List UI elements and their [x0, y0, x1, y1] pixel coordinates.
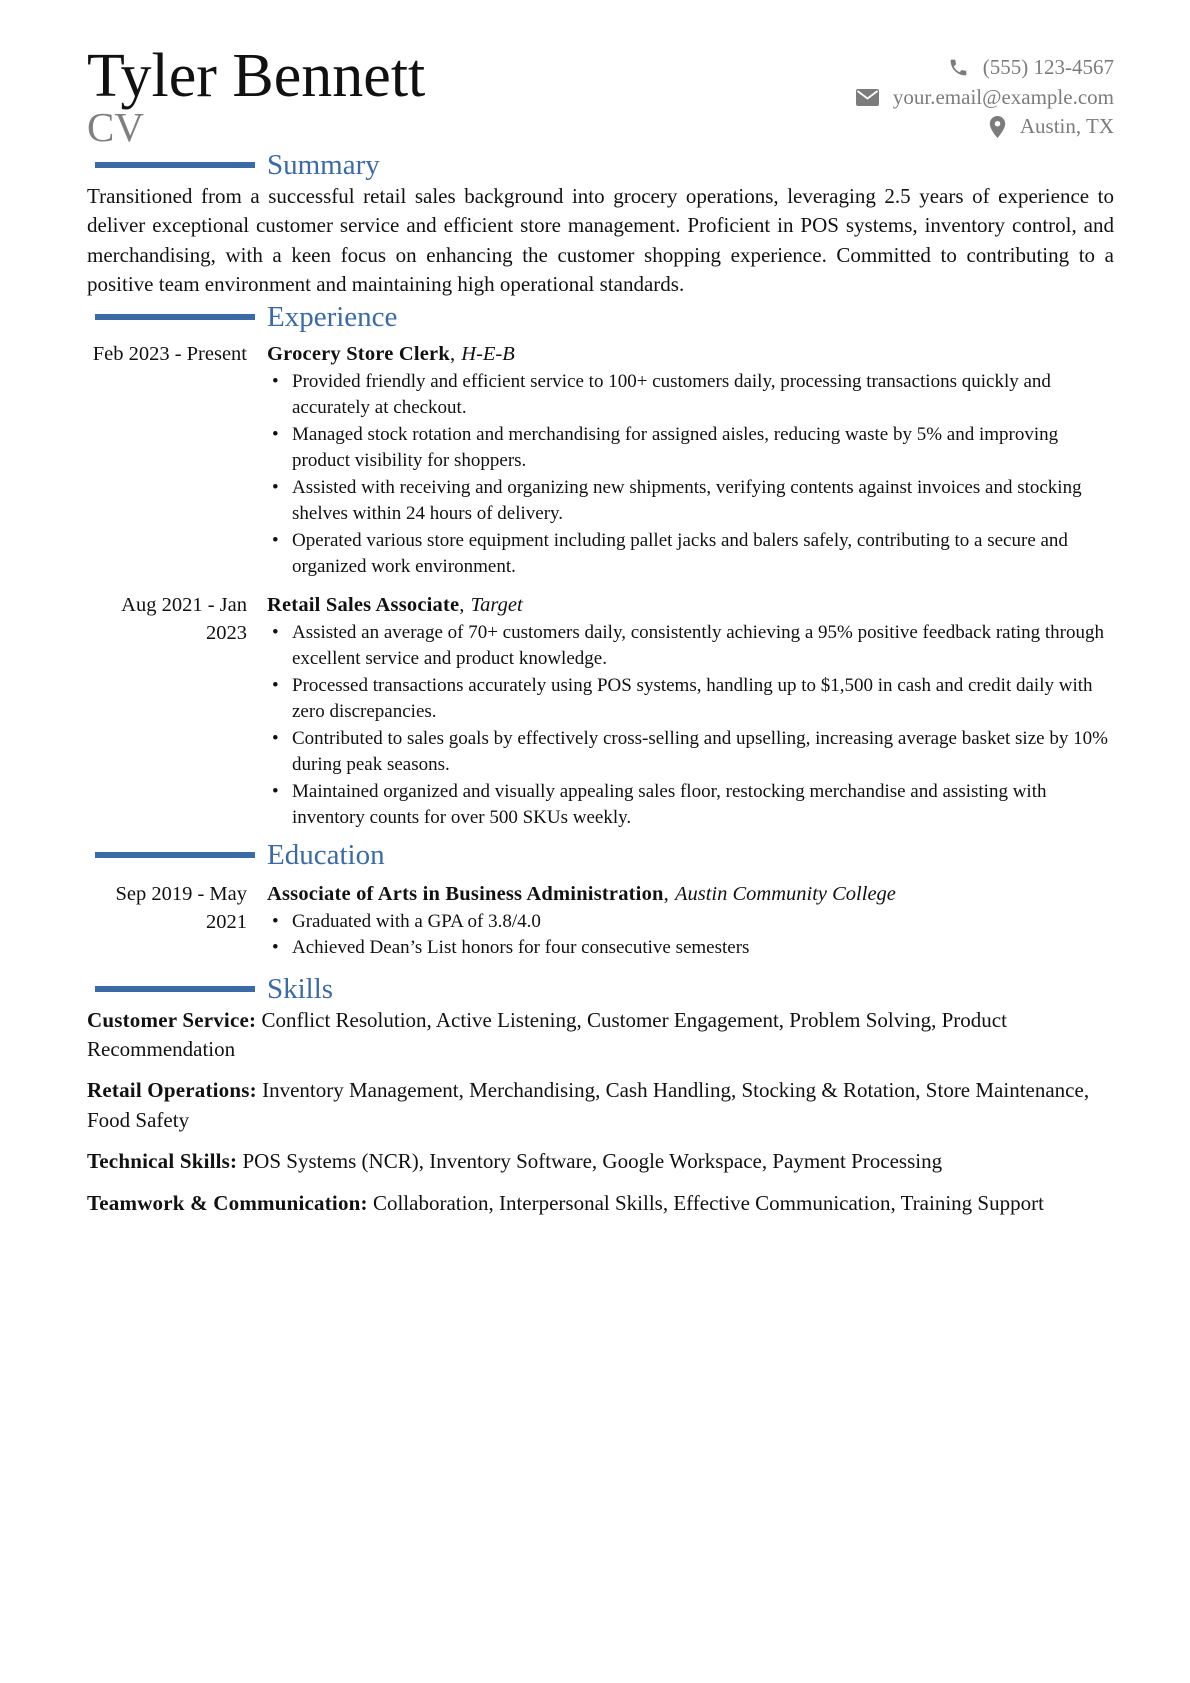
skill-group-items: Inventory Management, Merchandising, Cash Handling, Stocking & Rotation, Store Maintenance, Food Safety — [87, 1078, 1090, 1132]
skill-group — [87, 1006, 1114, 1065]
section-heading-education — [87, 838, 1114, 872]
skill-group — [87, 1189, 1114, 1218]
contact-email: your.email@example.com — [892, 84, 1114, 109]
skill-group-label: Technical Skills: — [87, 1149, 238, 1174]
bullet-item: • Assisted an average of 70+ customers daily, consistently achieving a 95% positive feedback rating through excellent service and product knowledge. — [292, 620, 1114, 673]
experience-entry — [87, 591, 1114, 832]
bullet-item: • Processed transactions accurately using POS systems, handling up to $1,500 in cash and credit daily with zero discrepancies. — [292, 673, 1114, 726]
bullet-item: • Achieved Dean’s List honors for four consecutive semesters — [292, 935, 1114, 962]
employer-name: H-E-B — [461, 342, 515, 365]
section-heading-experience — [87, 300, 1114, 334]
section-title-summary: Summary — [267, 149, 380, 181]
entry-dates: Sep 2019 - May 2021 — [115, 882, 247, 933]
section-title-experience: Experience — [267, 300, 398, 333]
job-title: Grocery Store Clerk , — [267, 343, 455, 365]
bullet-list — [267, 369, 1114, 581]
school-name: Austin Community College — [674, 882, 896, 905]
skill-group — [87, 1076, 1114, 1135]
employer-name: Target — [470, 593, 523, 616]
section-heading-summary — [87, 148, 1114, 182]
entry-heading — [267, 880, 1114, 909]
skill-group-label: Retail Operations: — [87, 1078, 257, 1103]
bullet-list — [267, 909, 1114, 962]
skill-group-items: Collaboration, Interpersonal Skills, Effective Communication, Training Support — [372, 1190, 1044, 1215]
section-heading-skills — [87, 972, 1114, 1006]
cv-page — [87, 42, 1114, 1230]
entry-heading — [267, 340, 1114, 369]
section-title-education: Education — [267, 838, 385, 871]
bullet-item: • Contributed to sales goals by effectively cross-selling and upselling, increasing average basket size by 10% during peak seasons. — [292, 726, 1114, 779]
contact-phone: (555) 123-4567 — [982, 55, 1114, 79]
job-title: Retail Sales Associate , — [267, 594, 465, 616]
header — [87, 42, 1114, 150]
section-title-skills: Skills — [267, 972, 334, 1005]
entry-dates: Aug 2021 - Jan 2023 — [121, 593, 247, 644]
section-rule — [95, 986, 255, 992]
section-rule — [95, 162, 255, 168]
document-subtitle: CV — [87, 104, 144, 150]
education-entry — [87, 880, 1114, 962]
candidate-name: Tyler Bennett — [87, 42, 426, 110]
skill-group-items: Conflict Resolution, Active Listening, Customer Engagement, Problem Solving, Product Recommendation — [87, 1007, 1007, 1062]
bullet-item: • Provided friendly and efficient service to 100+ customers daily, processing transactions quickly and accurately at checkout. — [292, 369, 1114, 422]
section-rule — [95, 314, 255, 320]
skill-group-label: Customer Service: — [87, 1007, 257, 1032]
experience-entry — [87, 340, 1114, 581]
bullet-item: • Assisted with receiving and organizing new shipments, verifying contents against invoices and stocking shelves within 24 hours of delivery. — [292, 475, 1114, 528]
entry-body — [267, 340, 1114, 581]
skill-group-label: Teamwork & Communication: — [87, 1190, 368, 1215]
entry-body — [267, 591, 1114, 832]
bullet-item: • Graduated with a GPA of 3.8/4.0 — [292, 909, 1114, 936]
summary-text: Transitioned from a successful retail sales background into grocery operations, leveraging 2.5 years of experience to deliver exceptional customer service and efficient store management. Proficient in POS systems, inventory control, and merchandising, with a keen focus on enhancing the customer shopping experience. Committed to contributing to a positive team environment and maintaining high operational standards. — [87, 184, 1114, 297]
bullet-item: • Maintained organized and visually appealing sales floor, restocking merchandise and assisting with inventory counts for over 500 SKUs weekly. — [292, 779, 1114, 832]
skill-group-items: POS Systems (NCR), Inventory Software, Google Workspace, Payment Processing — [242, 1149, 943, 1174]
section-rule — [95, 852, 255, 858]
bullet-item: • Managed stock rotation and merchandising for assigned aisles, reducing waste by 5% and improving product visibility for shoppers. — [292, 422, 1114, 475]
entry-body — [267, 880, 1114, 962]
bullet-list — [267, 620, 1114, 832]
entry-heading — [267, 591, 1114, 620]
contact-location: Austin, TX — [1019, 114, 1114, 138]
skill-group — [87, 1147, 1114, 1176]
bullet-item: • Operated various store equipment including pallet jacks and balers safely, contributing to a secure and organized work environment. — [292, 528, 1114, 581]
degree-title: Associate of Arts in Business Administration , — [267, 883, 669, 905]
entry-dates: Feb 2023 - Present — [92, 342, 247, 365]
